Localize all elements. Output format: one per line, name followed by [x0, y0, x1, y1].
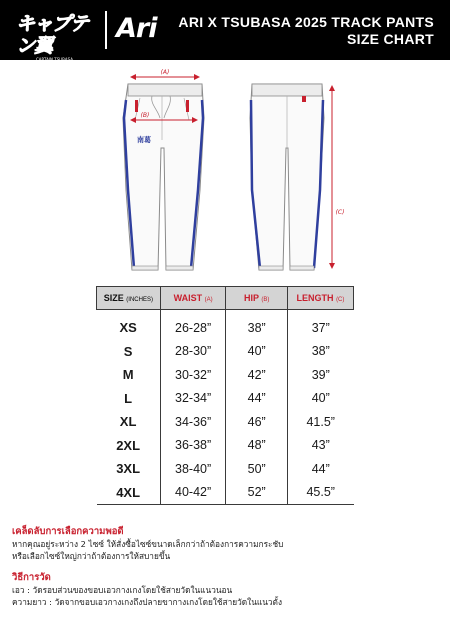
waist-label-a: (A): [160, 69, 170, 76]
measure-line-2: ความยาว : วัดจากขอบเอวกางเกงถึงปลายขากางเกงโดยใช้สายวัดในแนวตั้ง: [12, 597, 283, 607]
cell-size: 2XL: [116, 437, 141, 453]
cell-size: XL: [119, 414, 137, 430]
title-line-2: SIZE CHART: [347, 31, 434, 47]
captain-tsubasa-logo: [16, 13, 94, 62]
table-header-row: [97, 287, 354, 310]
cell-hip: 50”: [226, 457, 288, 481]
header-divider: [105, 11, 107, 49]
nankatsu-emblem: 南葛: [137, 136, 151, 144]
measure-heading: วิธีการวัด: [12, 572, 51, 583]
title-line-1: ARI X TSUBASA 2025 TRACK PANTS: [178, 14, 434, 30]
cell-size: 4XL: [116, 484, 141, 500]
cell-waist: 38-40”: [160, 457, 226, 481]
header-bar: [0, 0, 450, 60]
cell-hip: 52”: [226, 481, 288, 505]
table-row: [97, 481, 354, 505]
captain-tsubasa-logo-subtext: CAPTAIN TSUBASA: [36, 57, 73, 62]
fit-tip-line-1: หากคุณอยู่ระหว่าง 2 ไซซ์ ให้สั่งซื้อไซซ์ขนาดเล็กกว่าถ้าต้องการความกระชับ: [12, 539, 284, 549]
cell-waist: 34-36”: [160, 410, 226, 434]
cell-length: 40”: [287, 387, 353, 411]
ari-logo: Ari: [116, 13, 157, 44]
pants-diagram: [0, 60, 450, 280]
table-row: [97, 363, 354, 387]
cell-hip: 44”: [226, 387, 288, 411]
table-row: [97, 310, 354, 340]
table-row: [97, 387, 354, 411]
cell-size: L: [124, 390, 133, 406]
cell-hip: 42”: [226, 363, 288, 387]
cell-size: 3XL: [116, 461, 141, 477]
cell-waist: 26-28”: [160, 310, 226, 340]
cell-waist: 36-38”: [160, 434, 226, 458]
header-waist: WAIST (A): [160, 287, 226, 310]
cell-length: 45.5”: [287, 481, 353, 505]
cell-length: 43”: [287, 434, 353, 458]
cell-hip: 40”: [226, 340, 288, 364]
cell-length: 37”: [287, 310, 353, 340]
cell-waist: 30-32”: [160, 363, 226, 387]
table-row: [97, 457, 354, 481]
notes-section: [12, 525, 442, 608]
table-row: [97, 340, 354, 364]
cell-waist: 32-34”: [160, 387, 226, 411]
cell-hip: 48”: [226, 434, 288, 458]
captain-tsubasa-logo-text: キャプテン翼: [16, 13, 89, 57]
length-label-c: (C): [335, 209, 345, 216]
cell-waist: 28-30”: [160, 340, 226, 364]
cell-size: XS: [119, 320, 137, 336]
table-row: [97, 410, 354, 434]
cell-length: 44”: [287, 457, 353, 481]
cell-length: 41.5”: [287, 410, 353, 434]
cell-hip: 38”: [226, 310, 288, 340]
header-hip: HIP (B): [226, 287, 288, 310]
size-chart-table-wrapper: [96, 286, 354, 511]
page-title: [178, 14, 434, 48]
measure-line-1: เอว : วัดรอบส่วนของขอบเอวกางเกงโดยใช้สายวัดในแนวนอน: [12, 585, 233, 595]
cell-size: S: [123, 343, 133, 359]
header-size: SIZE (INCHES): [97, 287, 161, 310]
cell-length: 39”: [287, 363, 353, 387]
pants-back-view: [250, 84, 344, 270]
hip-label-b: (B): [140, 112, 150, 119]
size-chart-table: [96, 286, 354, 505]
header-length: LENGTH (C): [287, 287, 353, 310]
table-row: [97, 434, 354, 458]
cell-waist: 40-42”: [160, 481, 226, 505]
cell-length: 38”: [287, 340, 353, 364]
fit-tip-line-2: หรือเลือกไซซ์ใหญ่กว่าถ้าต้องการให้สบายขึ้น: [12, 551, 171, 561]
pants-front-view: [123, 69, 204, 270]
cell-size: M: [122, 367, 134, 383]
cell-hip: 46”: [226, 410, 288, 434]
fit-tip-heading: เคล็ดลับการเลือกความพอดี: [12, 526, 124, 537]
